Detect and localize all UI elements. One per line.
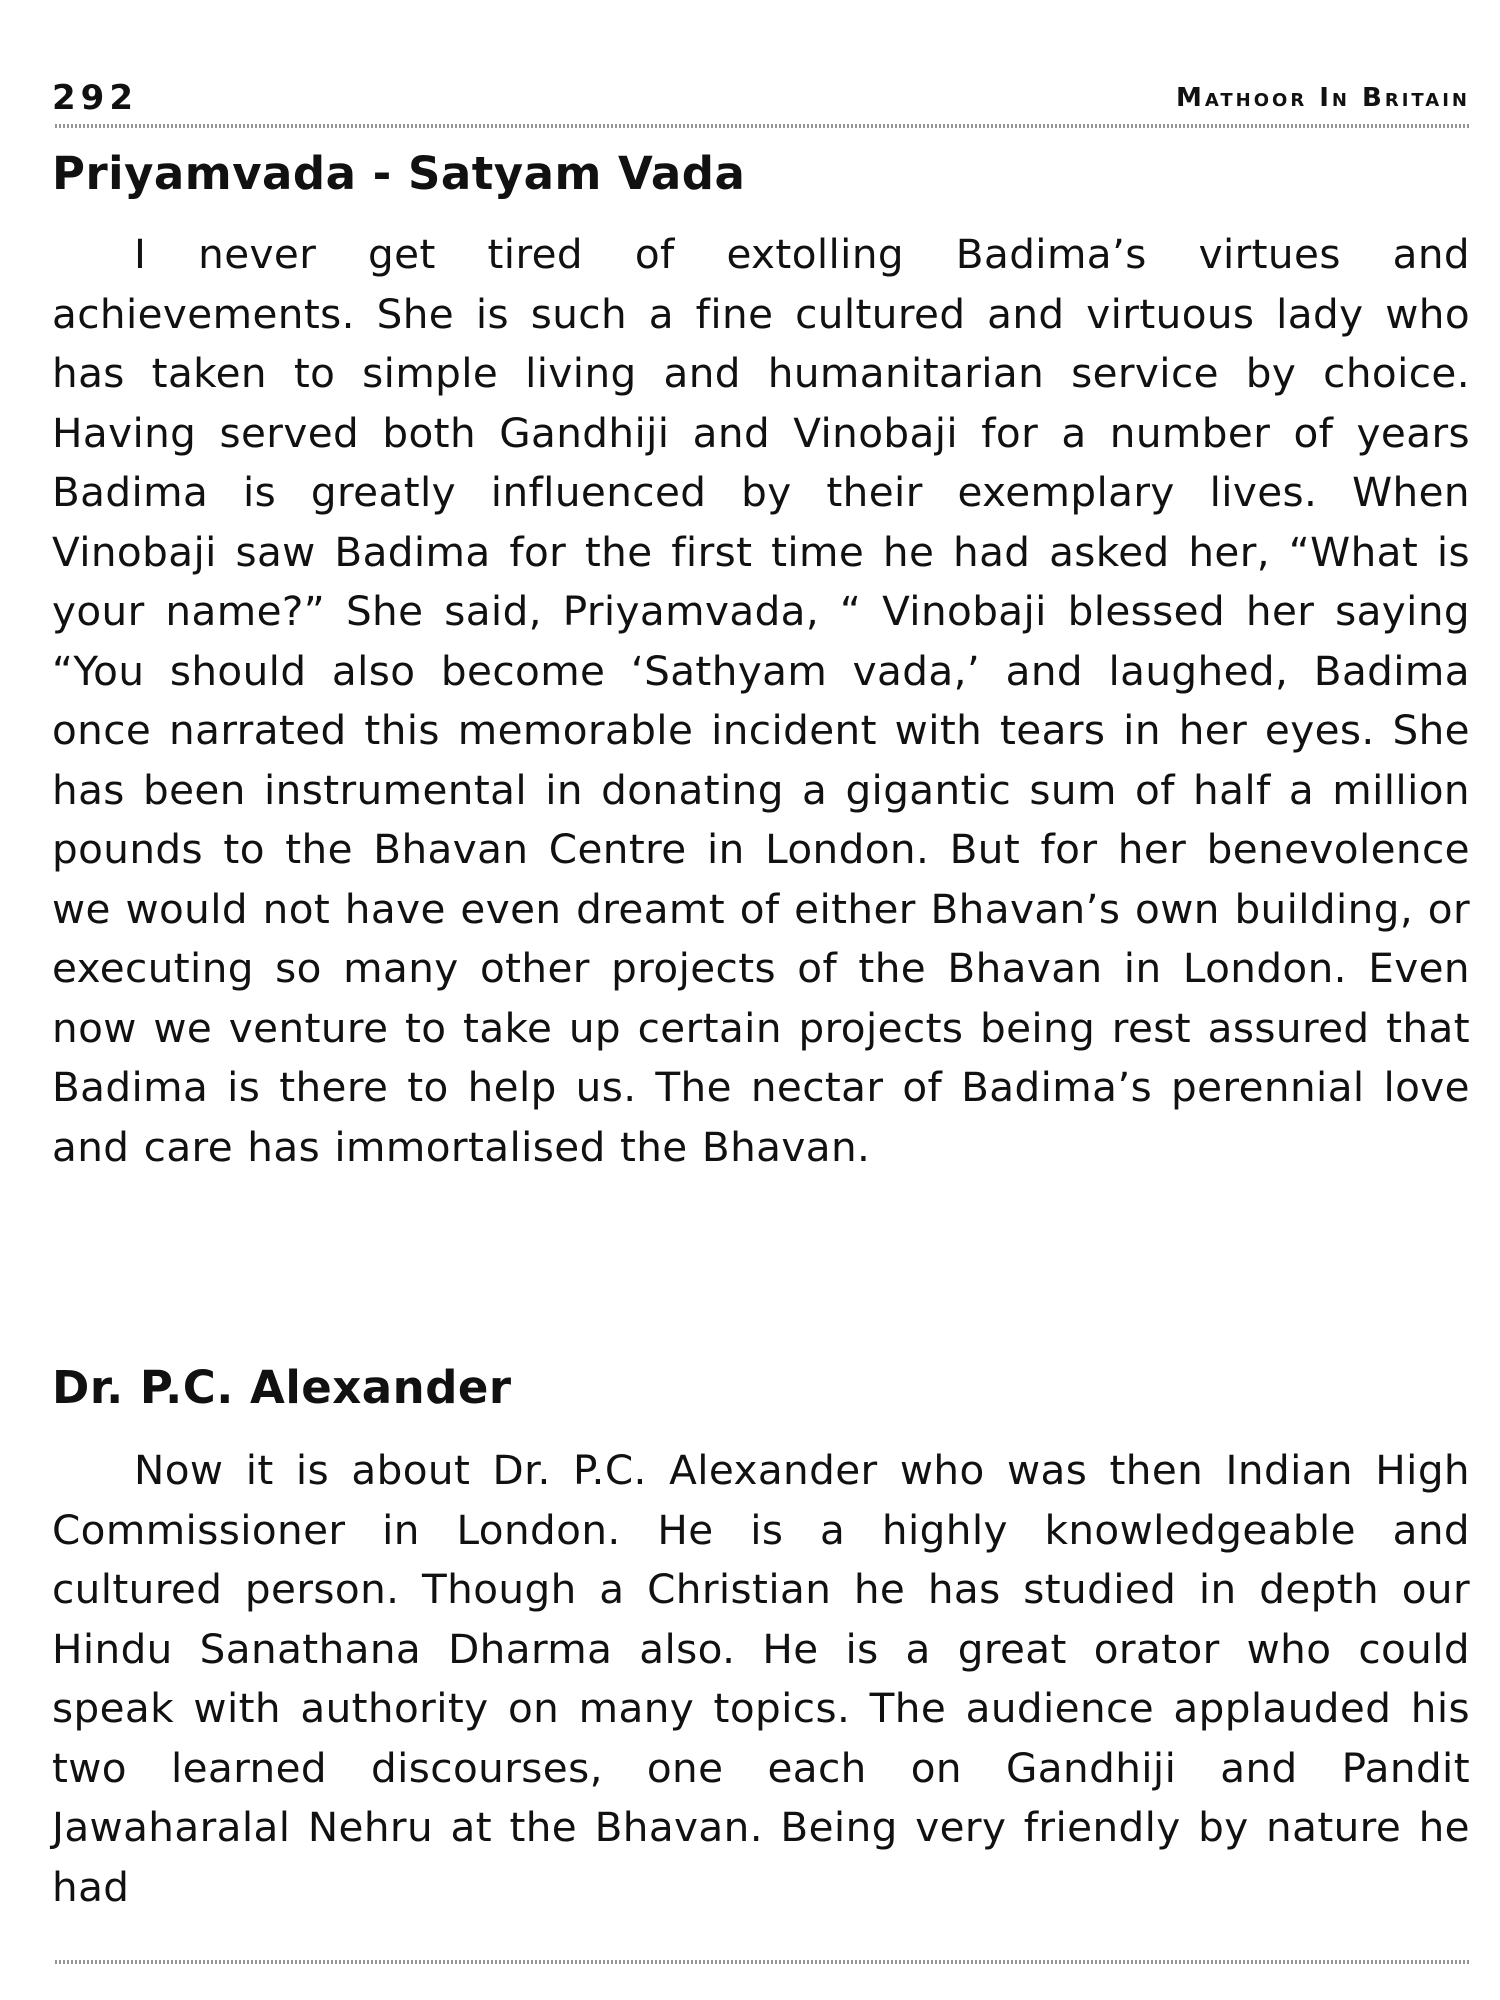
footer-divider [55, 1960, 1470, 1964]
section-paragraph-alexander: Now it is about Dr. P.C. Alexander who was then Indian High Commissioner in London. He is a highly knowledgeable and cultured person. Though a Christian he has studied in depth our Hindu Sanathana Dharma also. He is a great orator who could speak with authority on many topics. The audience applauded his two learned discourses, one each on Gandhiji and Pandit Jawaharalal Nehru at the Bhavan. Being very friendly by nature he had [52, 1446, 1470, 1911]
section-paragraph-priyamvada: I never get tired of extolling Badima’s virtues and achievements. She is such a fine cultured and virtuous lady who has taken to simple living and humanitarian service by choice. Having served both Gandhiji and Vinobaji for a number of years Badima is greatly influenced by their exemplary lives. When Vinobaji saw Badima for the first time he had asked her, “What is your name?” She said, Priyamvada, “ Vinobaji blessed her saying “You should also become ‘Sathyam vada,’ and laughed, Badima once narrated this memorable incident with tears in her eyes. She has been instrumental in donating a gigantic sum of half a million pounds to the Bhavan Centre in London. But for her benevolence we would not have even dreamt of either Bhavan’s own building, or executing so many other projects of the Bhavan in London. Even now we venture to take up certain projects being rest assured that Badima is there to help us. The nectar of Badima’s perennial love and care has immortalised the Bhavan. [52, 230, 1470, 1171]
section-heading-alexander: Dr. P.C. Alexander [52, 1361, 512, 1414]
running-title: Mathoor In Britain [1175, 83, 1470, 113]
section-heading-priyamvada: Priyamvada - Satyam Vada [52, 147, 746, 200]
page-number: 292 [52, 78, 138, 118]
header-divider [55, 124, 1470, 128]
page-header [52, 78, 1470, 118]
